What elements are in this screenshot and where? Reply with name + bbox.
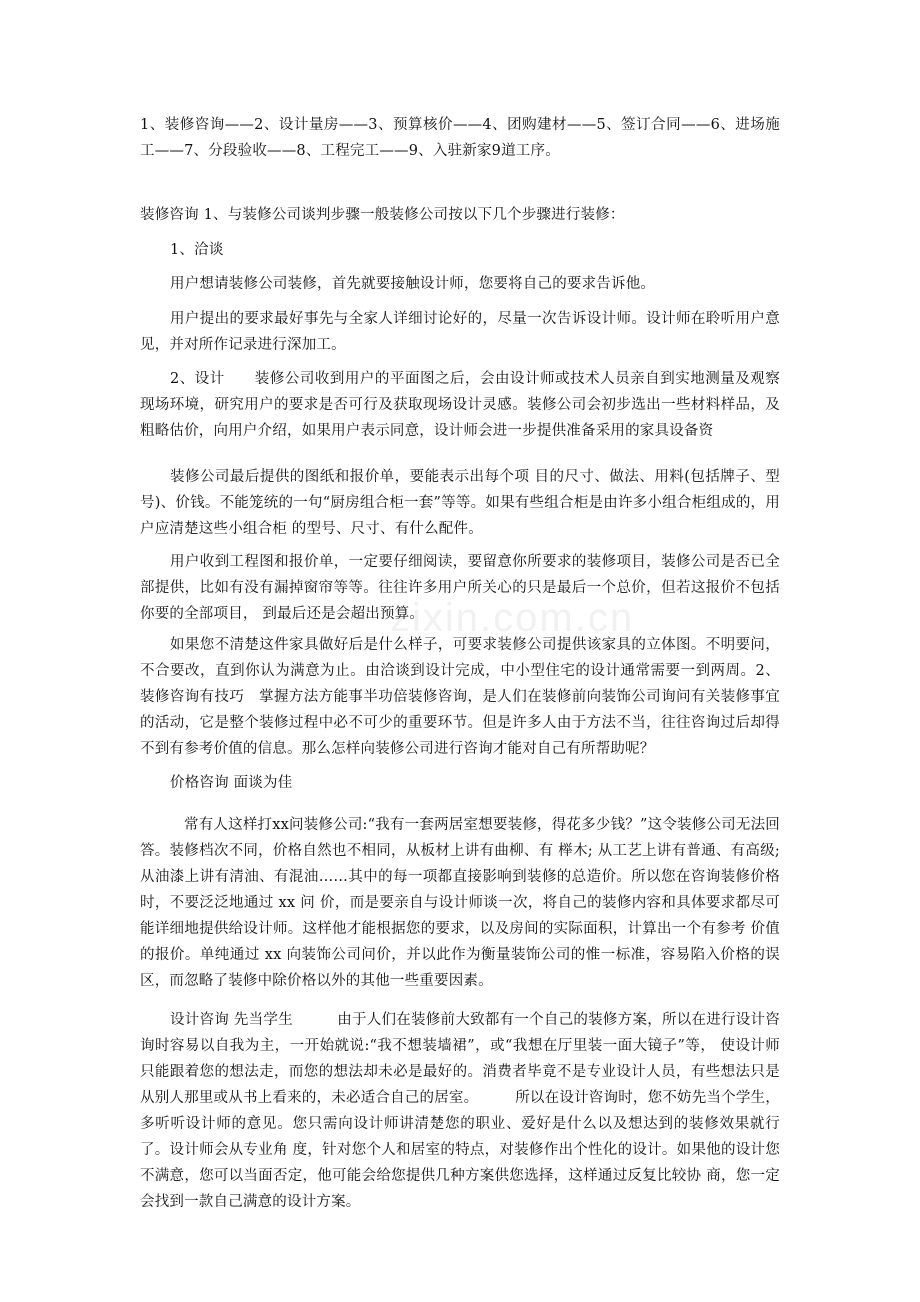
paragraph-design-consultation: 设计咨询 先当学生 由于人们在装修前大致都有一个自己的装修方案，所以在进行设计咨询时容易以自我为主，一开始就说:“我不想装墙裙”，或“我想在厅里装一面大镜子”等， 使设计师只能跟着您的想法走，而您的想法却未必是最好的。消费者毕竟不是专业设计人员，有些想法只是从别人那里或从书上看来的，未必适合自己的居室。 所以在设计咨询时，您不妨先当个学生，多听听设计师的意见。您只需向设计师讲清楚您的职业、爱好是什么以及想达到的装修效果就行了。设计师会从专业角 度，针对您个人和居室的特点，对装修作出个性化的设计。如果他的设计您不满意，您可以当面否定，他可能会给您提供几种方案供您选择，这样通过反复比较协 商，您一定会找到一款自己满意的设计方案。 (140, 1012, 780, 1210)
negotiation-heading: 1、洽谈 (170, 242, 224, 258)
paragraph-discuss-requirements: 用户提出的要求最好事先与全家人详细讨论好的，尽量一次告诉设计师。设计师在聆听用户意见，并对所作记录进行深加工。 (140, 311, 780, 353)
price-consultation-heading: 价格咨询 面谈为佳 (170, 775, 293, 791)
consultation-intro-paragraph: 装修咨询 1、与装修公司谈判步骤一般装修公司按以下几个步骤进行装修： (140, 207, 625, 223)
paragraph-design: 2、设计 装修公司收到用户的平面图之后，会由设计师或技术人员亲自到实地测量及观察现场环境，研究用户的要求是否可行及获取现场设计灵感。装修公司会初步选出一些材料样品，及粗略估价，向用户介绍，如果用户表示同意，设计师会进一步提供准备采用的家具设备资 (140, 371, 780, 439)
paragraph-consultation-tips: 如果您不清楚这件家具做好后是什么样子，可要求装修公司提供该家具的立体图。不明要问，不合要改，直到你认为满意为止。由洽谈到设计完成，中小型住宅的设计通常需要一到两周。2、装修咨询有技巧 掌握方法方能事半功倍装修咨询，是人们在装修前向装饰公司询问有关装修事宜的活动，它是整个装修过程中必不可少的重要环节。但是许多人由于方法不当，往往咨询过后却得不到有参考价值的信息。那么怎样向装修公司进行咨询才能对自己有所帮助呢？ (140, 637, 780, 757)
paragraph-contact-designer: 用户想请装修公司装修，首先就要接触设计师，您要将自己的要求告诉他。 (170, 276, 656, 292)
process-steps-paragraph: 1、装修咨询——2、设计量房——3、预算核价——4、团购建材——5、签订合同——6、进场施工——7、分段验收——8、工程完工——9、入驻新家9道工序。 (140, 117, 780, 159)
paragraph-drawings-quotation: 装修公司最后提供的图纸和报价单，要能表示出每个项 目的尺寸、做法、用料(包括牌子、型号)、价钱。不能笼统的一句“厨房组合柜一套”等等。如果有些组合柜是由许多小组合柜组成的，用户应清楚这些小组合柜 的型号、尺寸、有什么配件。 (140, 469, 780, 537)
paragraph-review-quotation: 用户收到工程图和报价单，一定要仔细阅读，要留意你所要求的装修项目，装修公司是否已全部提供，比如有没有漏掉窗帘等等。往往许多用户所关心的只是最后一个总价，但若这报价不包括你要的全部项目， 到最后还是会超出预算。 (140, 554, 780, 622)
paragraph-price-consultation: 常有人这样打xx问装修公司:“我有一套两居室想要装修，得花多少钱？”这令装修公司无法回答。装修档次不同，价格自然也不相同，从板材上讲有曲柳、有 榉木; 从工艺上讲有普通、有高级; 从油漆上讲有清油、有混油……其中的每一项都直接影响到装修的总造价。所以您在咨询装修价格时，不要泛泛地通过 xx 问 价，而是要亲自与设计师谈一次，将自己的装修内容和具体要求都尽可能详细地提供给设计师。这样他才能根据您的要求，以及房间的实际面积，计算出一个有参考 价值的报价。单纯通过 xx 向装饰公司问价，并以此作为衡量装饰公司的惟一标准，容易陷入价格的误区，而忽略了装修中除价格以外的其他一些重要因素。 (140, 817, 780, 989)
watermark: zixin.com.cn (390, 596, 635, 640)
